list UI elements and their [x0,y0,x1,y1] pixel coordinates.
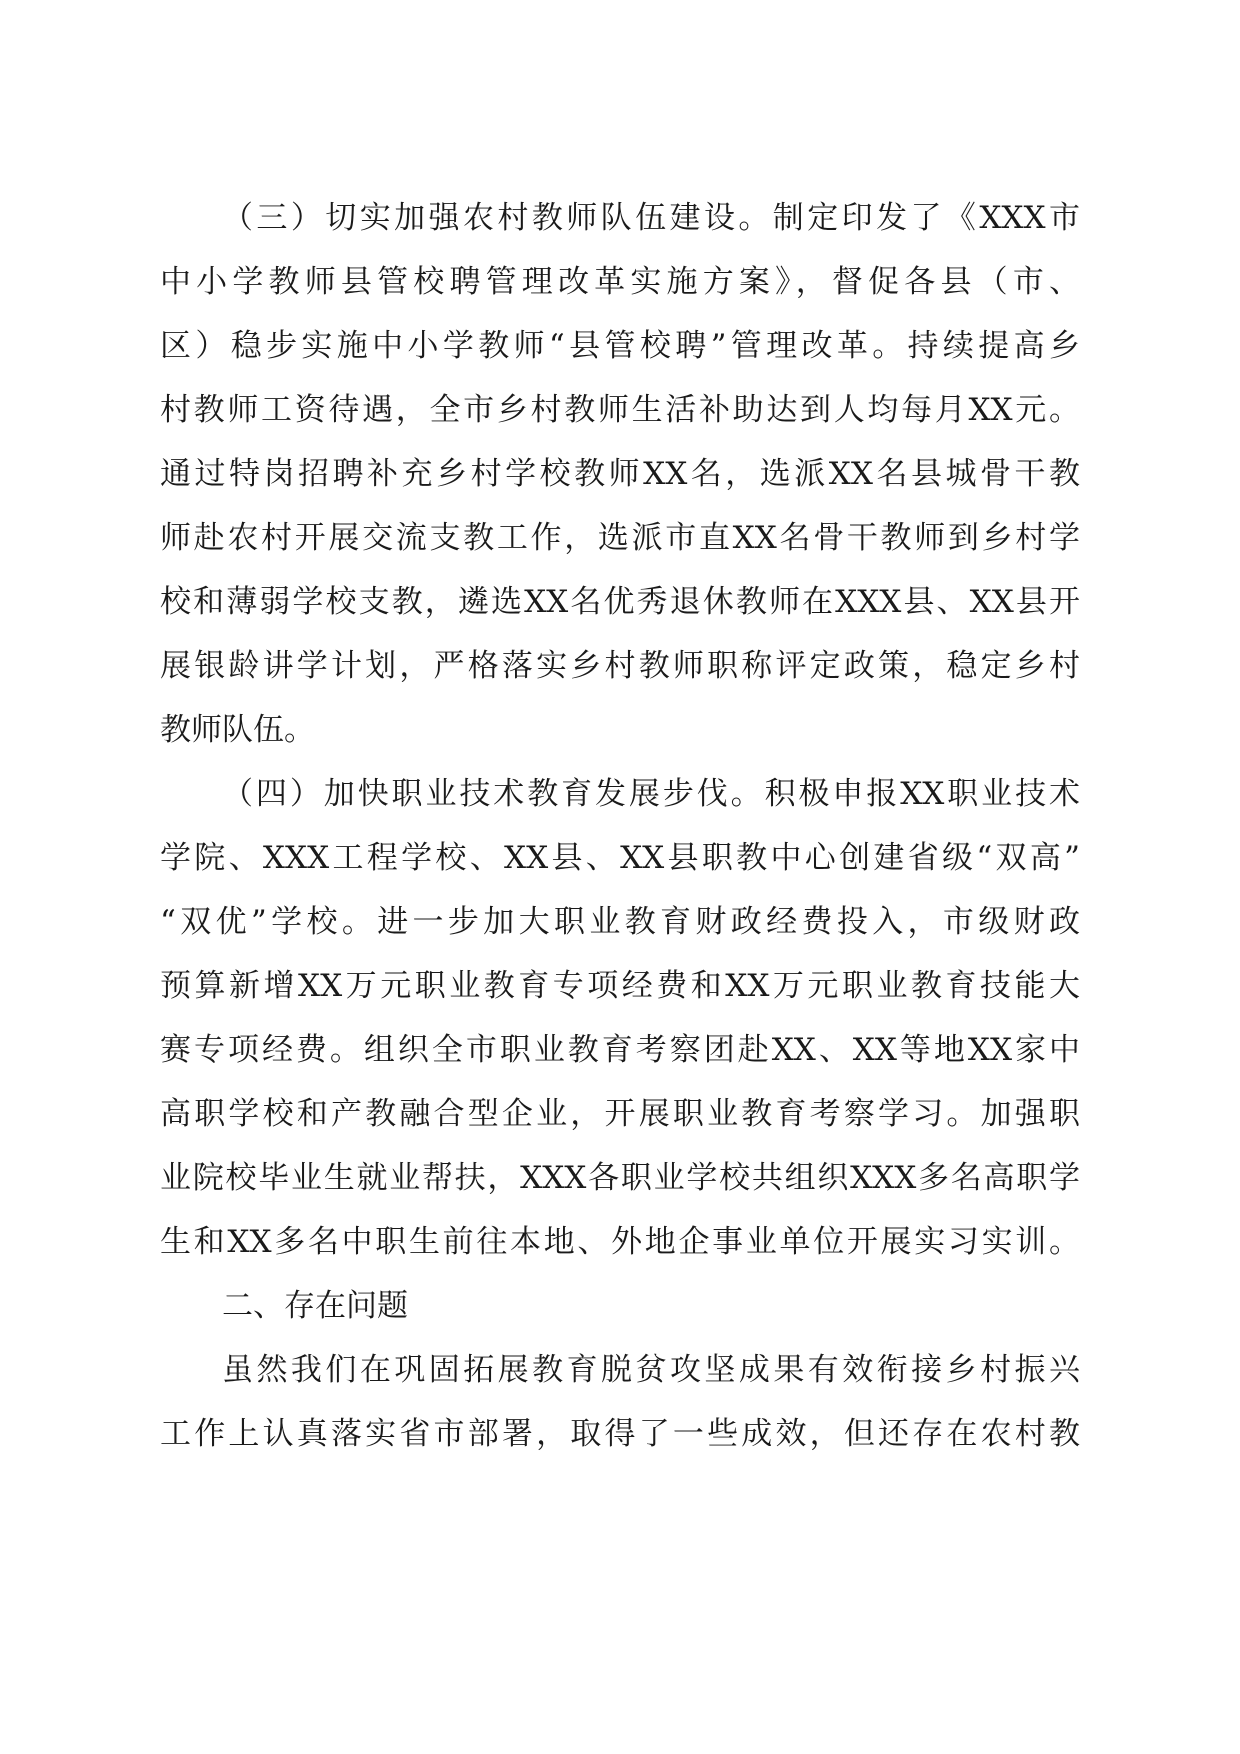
paragraph-problems [160,1338,1080,1466]
paragraph-rural-teachers [160,186,1080,762]
text-line: “双优”学校。进一步加大职业教育财政经费投入，市级财政 [160,904,1080,940]
text-line: 教师队伍。 [160,712,315,748]
text-line: 展银龄讲学计划，严格落实乡村教师职称评定政策，稳定乡村 [160,648,1080,684]
text-line: 赛专项经费。组织全市职业教育考察团赴XX、XX等地XX家中 [160,1032,1080,1068]
text-line: 业院校毕业生就业帮扶，XXX各职业学校共组织XXX多名高职学 [160,1160,1080,1196]
text-line: 学院、XXX工程学校、XX县、XX县职教中心创建省级“双高” [160,840,1080,876]
text-line: 工作上认真落实省市部署，取得了一些成效，但还存在农村教 [160,1416,1080,1452]
section-heading: 二、存在问题 [222,1288,408,1324]
text-line: 高职学校和产教融合型企业，开展职业教育考察学习。加强职 [160,1096,1080,1132]
text-line: 通过特岗招聘补充乡村学校教师XX名，选派XX名县城骨干教 [160,456,1080,492]
text-line: （三）切实加强农村教师队伍建设。制定印发了《XXX市 [222,200,1080,236]
section-heading-problems [160,1274,1080,1338]
paragraph-vocational-education [160,762,1080,1274]
text-line: 师赴农村开展交流支教工作，选派市直XX名骨干教师到乡村学 [160,520,1080,556]
text-line: 预算新增XX万元职业教育专项经费和XX万元职业教育技能大 [160,968,1080,1004]
text-line: 村教师工资待遇，全市乡村教师生活补助达到人均每月XX元。 [160,392,1080,428]
text-line: （四）加快职业技术教育发展步伐。积极申报XX职业技术 [222,776,1080,812]
text-line: 中小学教师县管校聘管理改革实施方案》，督促各县（市、 [160,264,1080,300]
text-line: 虽然我们在巩固拓展教育脱贫攻坚成果有效衔接乡村振兴 [222,1352,1080,1388]
text-line: 校和薄弱学校支教，遴选XX名优秀退休教师在XXX县、XX县开 [160,584,1080,620]
document-body [160,186,1080,1466]
text-line: 生和XX多名中职生前往本地、外地企事业单位开展实习实训。 [160,1224,1080,1260]
text-line: 区）稳步实施中小学教师“县管校聘”管理改革。持续提高乡 [160,328,1080,364]
